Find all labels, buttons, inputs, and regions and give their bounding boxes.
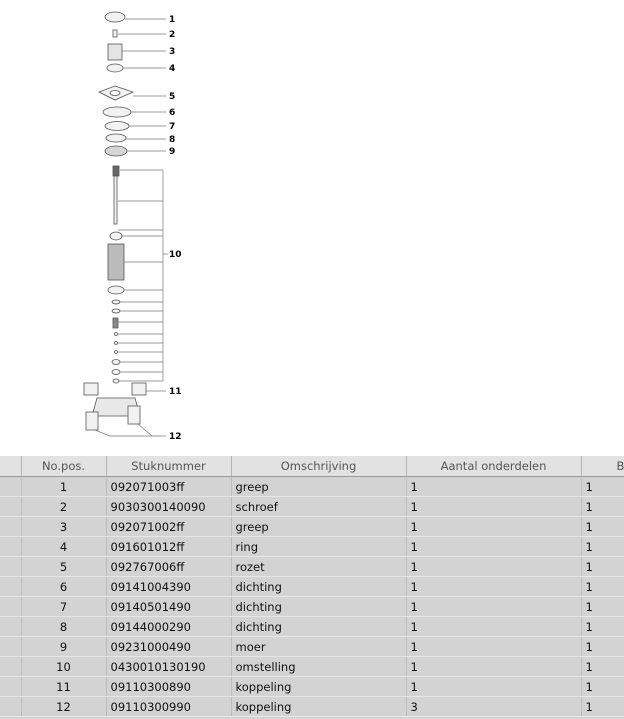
row-select-cell bbox=[0, 617, 21, 637]
part-number-cell: 0430010130190 bbox=[106, 657, 231, 677]
pos-cell: 12 bbox=[21, 697, 106, 717]
row-select-cell bbox=[0, 497, 21, 517]
b-cell: 1 bbox=[581, 697, 624, 717]
b-cell: 1 bbox=[581, 577, 624, 597]
callout-5: 5 bbox=[169, 92, 176, 102]
description-cell: greep bbox=[231, 517, 406, 537]
quantity-cell: 1 bbox=[406, 637, 581, 657]
callout-4: 4 bbox=[169, 64, 176, 74]
description-cell: koppeling bbox=[231, 677, 406, 697]
part-number-cell: 9030300140090 bbox=[106, 497, 231, 517]
table-row[interactable] bbox=[0, 577, 624, 597]
b-cell: 1 bbox=[581, 637, 624, 657]
table-row[interactable] bbox=[0, 537, 624, 557]
part-1-cap bbox=[105, 12, 125, 22]
callout-6: 6 bbox=[169, 108, 176, 118]
pos-cell: 9 bbox=[21, 637, 106, 657]
table-row[interactable] bbox=[0, 637, 624, 657]
column-header-select[interactable] bbox=[0, 456, 21, 477]
b-cell: 1 bbox=[581, 597, 624, 617]
quantity-cell: 1 bbox=[406, 677, 581, 697]
part-6-seal bbox=[103, 107, 131, 117]
part-number-cell: 092767006ff bbox=[106, 557, 231, 577]
pos-cell: 10 bbox=[21, 657, 106, 677]
part-number-cell: 09110300890 bbox=[106, 677, 231, 697]
b-cell: 1 bbox=[581, 537, 624, 557]
part-number-cell: 09140501490 bbox=[106, 597, 231, 617]
parts-table-container[interactable] bbox=[0, 456, 624, 719]
description-cell: schroef bbox=[231, 497, 406, 517]
row-select-cell bbox=[0, 637, 21, 657]
column-header-b[interactable]: B bbox=[581, 456, 624, 477]
row-select-cell bbox=[0, 697, 21, 717]
column-header-description[interactable]: Omschrijving bbox=[231, 456, 406, 477]
row-select-cell bbox=[0, 577, 21, 597]
callout-12: 12 bbox=[169, 432, 182, 442]
quantity-cell: 1 bbox=[406, 597, 581, 617]
callout-1: 1 bbox=[169, 15, 176, 25]
table-row[interactable] bbox=[0, 517, 624, 537]
quantity-cell: 1 bbox=[406, 477, 581, 497]
table-row[interactable] bbox=[0, 677, 624, 697]
pos-cell: 7 bbox=[21, 597, 106, 617]
part-7-seal bbox=[105, 122, 129, 131]
part-12-coupling bbox=[86, 412, 98, 430]
quantity-cell: 1 bbox=[406, 657, 581, 677]
quantity-cell: 1 bbox=[406, 537, 581, 557]
table-header-row bbox=[0, 456, 624, 477]
callout-3: 3 bbox=[169, 47, 176, 57]
part-number-cell: 09141004390 bbox=[106, 577, 231, 597]
quantity-cell: 1 bbox=[406, 557, 581, 577]
part-9-nut bbox=[105, 146, 127, 156]
table-row[interactable] bbox=[0, 557, 624, 577]
pos-cell: 8 bbox=[21, 617, 106, 637]
b-cell: 1 bbox=[581, 617, 624, 637]
callout-7: 7 bbox=[169, 122, 176, 132]
part-2-screw bbox=[113, 30, 117, 37]
description-cell: dichting bbox=[231, 577, 406, 597]
description-cell: greep bbox=[231, 477, 406, 497]
table-row[interactable] bbox=[0, 477, 624, 497]
pos-cell: 1 bbox=[21, 477, 106, 497]
quantity-cell: 1 bbox=[406, 617, 581, 637]
parts-table bbox=[0, 456, 624, 717]
b-cell: 1 bbox=[581, 517, 624, 537]
callout-8: 8 bbox=[169, 135, 176, 145]
table-row[interactable] bbox=[0, 617, 624, 637]
b-cell: 1 bbox=[581, 477, 624, 497]
part-number-cell: 092071002ff bbox=[106, 517, 231, 537]
row-select-cell bbox=[0, 557, 21, 577]
part-10-diverter bbox=[108, 244, 124, 280]
callout-11: 11 bbox=[169, 387, 182, 397]
quantity-cell: 1 bbox=[406, 497, 581, 517]
description-cell: moer bbox=[231, 637, 406, 657]
description-cell: koppeling bbox=[231, 697, 406, 717]
part-number-cell: 09110300990 bbox=[106, 697, 231, 717]
description-cell: rozet bbox=[231, 557, 406, 577]
row-select-cell bbox=[0, 657, 21, 677]
b-cell: 1 bbox=[581, 557, 624, 577]
table-row[interactable] bbox=[0, 597, 624, 617]
part-11-coupling bbox=[84, 383, 98, 395]
column-header-pos[interactable]: No.pos. bbox=[21, 456, 106, 477]
part-number-cell: 09231000490 bbox=[106, 637, 231, 657]
row-select-cell bbox=[0, 517, 21, 537]
pos-cell: 3 bbox=[21, 517, 106, 537]
part-number-cell: 092071003ff bbox=[106, 477, 231, 497]
row-select-cell bbox=[0, 537, 21, 557]
table-row[interactable] bbox=[0, 697, 624, 717]
column-header-quantity[interactable]: Aantal onderdelen bbox=[406, 456, 581, 477]
description-cell: ring bbox=[231, 537, 406, 557]
row-select-cell bbox=[0, 597, 21, 617]
description-cell: omstelling bbox=[231, 657, 406, 677]
row-select-cell bbox=[0, 477, 21, 497]
quantity-cell: 1 bbox=[406, 517, 581, 537]
pos-cell: 6 bbox=[21, 577, 106, 597]
pos-cell: 4 bbox=[21, 537, 106, 557]
part-number-cell: 09144000290 bbox=[106, 617, 231, 637]
callout-2: 2 bbox=[169, 30, 176, 40]
column-header-part-number[interactable]: Stuknummer bbox=[106, 456, 231, 477]
callout-9: 9 bbox=[169, 147, 176, 157]
pos-cell: 5 bbox=[21, 557, 106, 577]
part-number-cell: 091601012ff bbox=[106, 537, 231, 557]
quantity-cell: 3 bbox=[406, 697, 581, 717]
description-cell: dichting bbox=[231, 597, 406, 617]
part-8-seal bbox=[106, 134, 126, 142]
callout-10: 10 bbox=[169, 250, 182, 260]
b-cell: 1 bbox=[581, 497, 624, 517]
b-cell: 1 bbox=[581, 657, 624, 677]
part-3-handle bbox=[108, 44, 122, 60]
table-row[interactable] bbox=[0, 497, 624, 517]
description-cell: dichting bbox=[231, 617, 406, 637]
quantity-cell: 1 bbox=[406, 577, 581, 597]
part-4-ring bbox=[107, 64, 123, 72]
table-row[interactable] bbox=[0, 657, 624, 677]
pos-cell: 2 bbox=[21, 497, 106, 517]
pos-cell: 11 bbox=[21, 677, 106, 697]
b-cell: 1 bbox=[581, 677, 624, 697]
row-select-cell bbox=[0, 677, 21, 697]
